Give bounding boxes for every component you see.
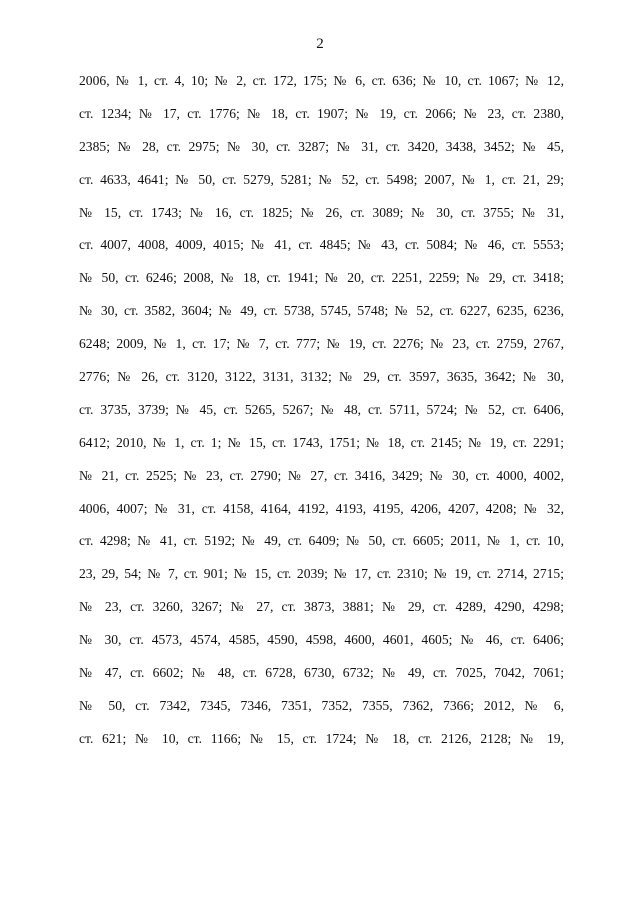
text-line-2: ст. 1234; № 17, ст. 1776; № 18, ст. 1907; № 19, ст. 2066; № 23, ст. 2380, bbox=[79, 105, 564, 121]
text-line-20: № 50, ст. 7342, 7345, 7346, 7351, 7352, 7355, 7362, 7366; 2012, № 6, bbox=[79, 697, 564, 713]
page-number: 2 bbox=[316, 36, 324, 52]
text-line-4: ст. 4633, 4641; № 50, ст. 5279, 5281; № 52, ст. 5498; 2007, № 1, ст. 21, 29; bbox=[79, 171, 564, 187]
text-line-12: 6412; 2010, № 1, ст. 1; № 15, ст. 1743, 1751; № 18, ст. 2145; № 19, ст. 2291; bbox=[79, 434, 564, 450]
text-line-5: № 15, ст. 1743; № 16, ст. 1825; № 26, ст. 3089; № 30, ст. 3755; № 31, bbox=[79, 204, 564, 220]
text-line-14: 4006, 4007; № 31, ст. 4158, 4164, 4192, 4193, 4195, 4206, 4207, 4208; № 32, bbox=[79, 500, 564, 516]
body-text bbox=[79, 65, 564, 756]
text-line-13: № 21, ст. 2525; № 23, ст. 2790; № 27, ст. 3416, 3429; № 30, ст. 4000, 4002, bbox=[79, 467, 564, 483]
text-line-15: ст. 4298; № 41, ст. 5192; № 49, ст. 6409; № 50, ст. 6605; 2011, № 1, ст. 10, bbox=[79, 533, 564, 549]
text-line-8: № 30, ст. 3582, 3604; № 49, ст. 5738, 5745, 5748; № 52, ст. 6227, 6235, 6236, bbox=[79, 303, 564, 319]
text-line-19: № 47, ст. 6602; № 48, ст. 6728, 6730, 6732; № 49, ст. 7025, 7042, 7061; bbox=[79, 665, 564, 681]
text-line-3: 2385; № 28, ст. 2975; № 30, ст. 3287; № 31, ст. 3420, 3438, 3452; № 45, bbox=[79, 138, 564, 154]
text-line-21: ст. 621; № 10, ст. 1166; № 15, ст. 1724; № 18, ст. 2126, 2128; № 19, bbox=[79, 730, 564, 746]
text-line-11: ст. 3735, 3739; № 45, ст. 5265, 5267; № 48, ст. 5711, 5724; № 52, ст. 6406, bbox=[79, 401, 564, 417]
text-line-6: ст. 4007, 4008, 4009, 4015; № 41, ст. 4845; № 43, ст. 5084; № 46, ст. 5553; bbox=[79, 237, 564, 253]
text-line-16: 23, 29, 54; № 7, ст. 901; № 15, ст. 2039; № 17, ст. 2310; № 19, ст. 2714, 2715; bbox=[79, 566, 564, 582]
text-line-10: 2776; № 26, ст. 3120, 3122, 3131, 3132; № 29, ст. 3597, 3635, 3642; № 30, bbox=[79, 369, 564, 385]
text-line-7: № 50, ст. 6246; 2008, № 18, ст. 1941; № 20, ст. 2251, 2259; № 29, ст. 3418; bbox=[79, 270, 564, 286]
text-line-17: № 23, ст. 3260, 3267; № 27, ст. 3873, 3881; № 29, ст. 4289, 4290, 4298; bbox=[79, 599, 564, 615]
text-line-1: 2006, № 1, ст. 4, 10; № 2, ст. 172, 175; № 6, ст. 636; № 10, ст. 1067; № 12, bbox=[79, 73, 564, 88]
text-line-9: 6248; 2009, № 1, ст. 17; № 7, ст. 777; № 19, ст. 2276; № 23, ст. 2759, 2767, bbox=[79, 336, 564, 352]
text-line-18: № 30, ст. 4573, 4574, 4585, 4590, 4598, 4600, 4601, 4605; № 46, ст. 6406; bbox=[79, 632, 564, 648]
